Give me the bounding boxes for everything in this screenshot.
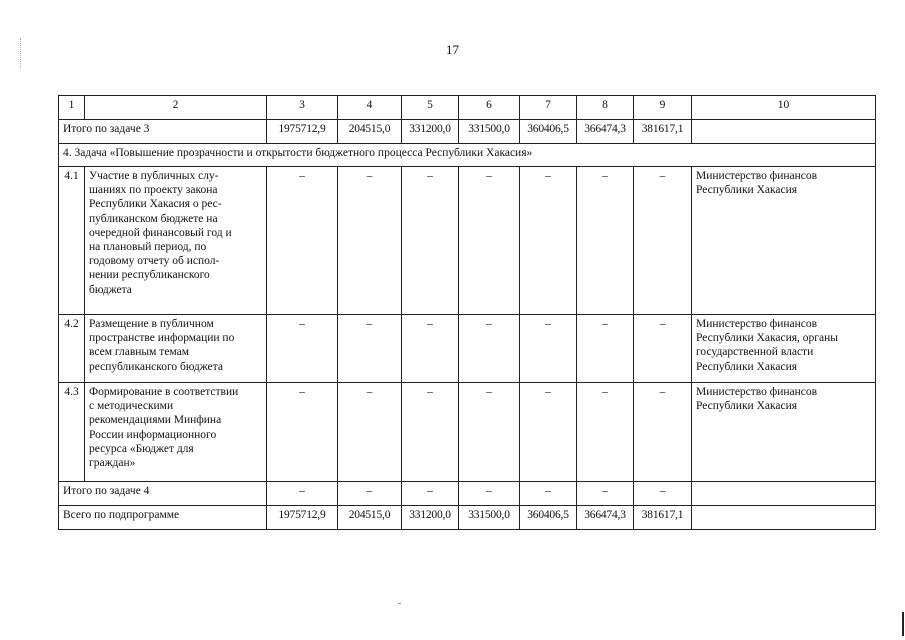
value-cell: 1975712,9 [267,120,338,144]
budget-table [58,95,876,530]
executor-cell [692,120,876,144]
value-cell: 331500,0 [459,506,520,530]
value-cell: – [267,315,338,383]
header-cell: 5 [402,96,459,120]
value-cell: – [577,482,634,506]
executor-cell: Министерство финансов Республики Хакасия [692,383,876,482]
value-cell: – [459,315,520,383]
total-task3-row [59,120,876,144]
value-cell: – [634,315,692,383]
measure-description: Размещение в публичном пространстве информации по всем главным темам республиканского бюджета [85,315,267,383]
page-number: 17 [446,42,459,57]
value-cell: 331200,0 [402,506,459,530]
value-cell: – [338,167,402,315]
value-cell: – [402,167,459,315]
value-cell: – [577,383,634,482]
value-cell: – [459,383,520,482]
value-cell: – [338,315,402,383]
value-cell: – [338,383,402,482]
scan-speck [398,603,401,604]
value-cell: – [577,167,634,315]
value-cell: – [520,383,577,482]
total-label: Всего по подпрограмме [59,506,267,530]
header-cell: 10 [692,96,876,120]
executor-cell [692,506,876,530]
header-cell: 7 [520,96,577,120]
value-cell: – [520,167,577,315]
table-row [59,315,876,383]
header-cell: 1 [59,96,85,120]
measure-description: Участие в публичных слу- шаниях по проекту закона Республики Хакасия о рес- публиканском бюджете на очередной финансовый год и на плановый период, по годовому отчету об испол- нении республиканского бюджета [85,167,267,315]
header-cell: 3 [267,96,338,120]
value-cell: – [520,315,577,383]
value-cell: – [634,482,692,506]
value-cell: 381617,1 [634,506,692,530]
value-cell: – [267,167,338,315]
measure-description: Формирование в соответствии с методическими рекомендациями Минфина России информационного ресурса «Бюджет для граждан» [85,383,267,482]
value-cell: 1975712,9 [267,506,338,530]
executor-cell: Министерство финансов Республики Хакасия, органы государственной власти Республики Хакасия [692,315,876,383]
header-cell: 8 [577,96,634,120]
total-label: Итого по задаче 3 [59,120,267,144]
scan-edge-mark [902,612,904,636]
value-cell: – [267,383,338,482]
value-cell: 331200,0 [402,120,459,144]
value-cell: – [520,482,577,506]
value-cell: 331500,0 [459,120,520,144]
table-row [59,167,876,315]
value-cell: – [338,482,402,506]
row-number: 4.3 [59,383,85,482]
header-row [59,96,876,120]
value-cell: – [459,482,520,506]
total-label: Итого по задаче 4 [59,482,267,506]
total-subprogram-row [59,506,876,530]
value-cell: 366474,3 [577,120,634,144]
executor-cell: Министерство финансов Республики Хакасия [692,167,876,315]
value-cell: 204515,0 [338,506,402,530]
value-cell: – [634,167,692,315]
task-title: 4. Задача «Повышение прозрачности и открытости бюджетного процесса Республики Хакасия» [59,144,876,167]
value-cell: – [634,383,692,482]
value-cell: – [577,315,634,383]
task-title-row [59,144,876,167]
value-cell: – [459,167,520,315]
value-cell: 381617,1 [634,120,692,144]
row-number: 4.2 [59,315,85,383]
header-cell: 6 [459,96,520,120]
row-number: 4.1 [59,167,85,315]
executor-cell [692,482,876,506]
value-cell: 204515,0 [338,120,402,144]
total-task4-row [59,482,876,506]
header-cell: 9 [634,96,692,120]
value-cell: 360406,5 [520,120,577,144]
value-cell: 360406,5 [520,506,577,530]
header-cell: 4 [338,96,402,120]
value-cell: 366474,3 [577,506,634,530]
value-cell: – [402,482,459,506]
value-cell: – [402,383,459,482]
table-row [59,383,876,482]
value-cell: – [402,315,459,383]
header-cell: 2 [85,96,267,120]
value-cell: – [267,482,338,506]
